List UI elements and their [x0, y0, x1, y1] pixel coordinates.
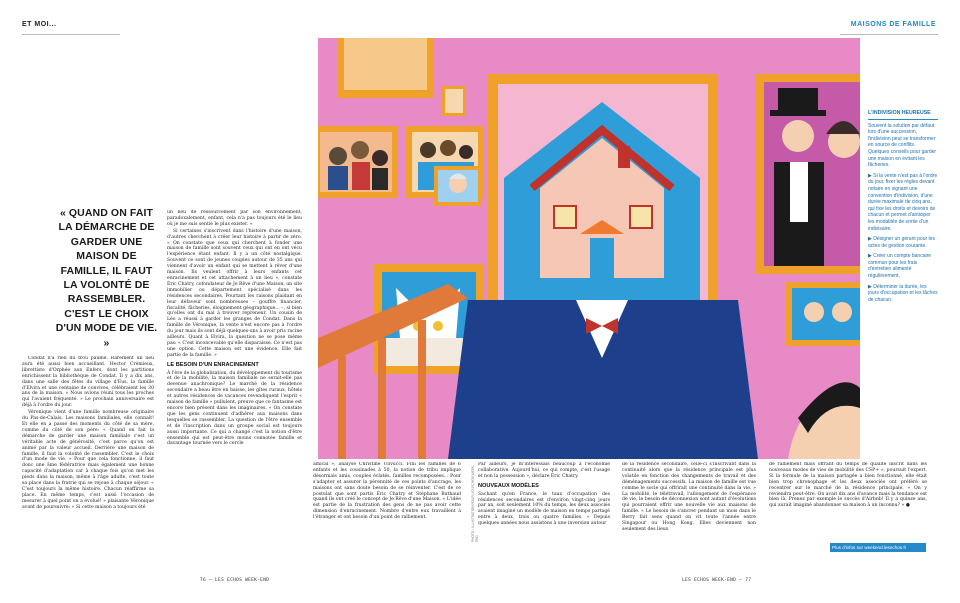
- family-portraits-illustration: [318, 38, 860, 459]
- folio-left: 76 — LES ECHOS WEEK-END: [200, 578, 270, 583]
- article-column-4: [478, 462, 610, 566]
- paragraph: Sachant qu'en France, le taux d'occupation des résidences secondaires est d'environ vingt-cinq jours par an, soit seulement 10% du temps, les deux associés avaient imaginé un modèle de maison en temps partagé entre à deux, trois ou quatre familles. « Depuis quelques années nous assistons à une inversion autour: [478, 491, 610, 527]
- section-topic: MAISONS DE FAMILLE: [850, 21, 936, 28]
- header-rule-left: [22, 34, 120, 35]
- article-column-2: [167, 210, 302, 565]
- subheading: NOUVEAUX MODÈLES: [478, 482, 539, 489]
- sidebar-indivision: [868, 110, 938, 307]
- article-column-6: [769, 462, 927, 542]
- article-column-1: [22, 356, 154, 566]
- sidebar-tip: ▶ Si la vente n'est pas à l'ordre du jour, fixer les règles devant notaire en signant une convention d'indivision, d'une durée maximale de cinq ans, qui fixe les droits et devoirs de chacun et permet d'anticiper les modalités de sortie d'un indivisaire.: [868, 172, 938, 232]
- sidebar-tip: ▶ Créer un compte bancaire commun pour les frais d'entretien alimenté régulièrement.: [868, 253, 932, 280]
- top-hat: [778, 88, 818, 112]
- pull-quote: « QUAND ON FAIT LA DÉMARCHE DE GARDER UNE MAISON DE FAMILLE, IL FAUT LA VOLONTÉ DE RASSEMBLER. C'EST LE CHOIX D'UN MODE DE VIE. »: [55, 207, 158, 349]
- paragraph: Véronique vient d'une famille nombreuse originaire du Pas-de-Calais. Les maisons familiales, elle connaît! Et elle en a passé des moments du côté de sa mère, comme du côté de son père: « Quand on fait la démarche de garder une maison familiale c'est un véritable acte de générosité, c'est parce qu'on est animé par la valeur accueil. Derrière une maison de famille, il faut la volonté de rassembler. C'est le choix d'un mode de vie. » Pour que cela fonctionne, il faut donc une âme fédératrice mais également une bonne capacité d'adaptation car à chaque fois qu'on met les pieds dans la maison, même à l'âge adulte, c'est toute sa place dans la fratrie qui se rejoue à chaque séjour. « C'est toujours la même histoire. Chacun réaffirme sa place. En même temps, c'est aussi l'occasion de mesurer à quel point on a évolué! » plaisante Véronique avant de poursuivre: « Si cette maison a toujours été: [22, 410, 154, 510]
- paragraph: un lieu de ressourcement par son environnement, paradoxalement, enfant, cela n'a pas toujours été le lieu où je me suis sentie le plus exister. »: [167, 210, 302, 227]
- paragraph: de ralliement mais offrant du temps de qualité inscrit dans les nouveaux modes de vies de mobilité des CSP+ », poursuit l'expert. Si la formule de la maison partagée a bien fonctionné, elle était bien trop chronophage et les deux associés ont préféré se recentrer sur le marché de la résidence principale. « On y reviendra peut-être. On avait dix ans d'avance mais la tendance est bien là. Prenez par exemple le succès d'Airbnb! Il y a quinze ans, qui aurait imaginé abandonner sa maison à un inconnu? » ●: [769, 462, 927, 509]
- more-info-link[interactable]: Plus d'infos sur weekend.lesechos.fr: [830, 543, 926, 552]
- sidebar-title: L'INDIVISION HEUREUSE: [868, 110, 938, 120]
- article-column-5: [622, 462, 756, 566]
- paragraph: À l'ère de la globalisation, du développement du tourisme et de la mobilité, la maison familiale ne serait-elle pas devenue anachronique? Le marché de la résidence secondaire a beau être en baisse, les gîtes ruraux, hôtels et autres résidences de vacances revendiquent l'esprit « maison de famille » pullulent, preuve que ce fantasme est encore bien présent dans les imaginaires. « On constate que les gens continuent d'adhérer aux maisons dans lesquelles se rassembler. La question de l'être ensemble et de l'inscription dans un groupe social est toujours aussi importante. Ce qui a changé c'est la notion d'être ensemble qui est peut-être moins connotée famille et davantage tournée vers le cercle: [167, 370, 302, 447]
- paragraph: Par ailleurs, je m'intéressais beaucoup à l'économie collaborative. Aujourd'hui, ce qui compte, c'est l'usage et non la possession », déclare Éric Chatry.: [478, 462, 610, 479]
- sidebar-tip: ▶ Désigner un gérant pour les actes de gestion courante.: [868, 236, 935, 249]
- paragraph: amical », analyse Christine Ulivucci. Fini les familles de 6 enfants et les cousinades à 50, la notion de tribu implique désormais amis, couples éclatés, familles recomposées... Pour s'adapter et assurer la pérennité de ces points d'ancrage, les maisons ont sans doute besoin de se réinventer. C'est de ce postulat que sont partis Éric Chatry et Stéphane Buthaud quand ils ont créé le concept de Je Rêve d'une Maison. « L'idée est partie de la frustration des gens de ne pas avoir cette dimension d'enracinement. Nombre d'entre eux travaillent à l'étranger et ont besoin d'un point de ralliement.: [313, 462, 461, 521]
- subheading: LE BESOIN D'UN ENRACINEMENT: [167, 361, 259, 368]
- sidebar-tip: ▶ Déterminer la durée, les jours d'occupation et les tâches de chacun.: [868, 283, 938, 303]
- photo-credit: PHOTO : ILLUSTRATION POUR LES ECHOS WEEK-END: [471, 464, 479, 542]
- section-title: ET MOI...: [22, 21, 57, 28]
- article-column-3: [313, 462, 461, 566]
- header-rule-right: [840, 34, 938, 35]
- sidebar-intro: Souvent la solution par défaut lors d'une succession, l'indivision peut se transformer en source de conflits. Quelques conseils pour garder une maison en évitant les fâcheries.: [868, 122, 937, 169]
- folio-right: LES ECHOS WEEK-END — 77: [682, 578, 752, 583]
- paragraph: Si certaines s'inscrivent dans l'histoire d'une maison, d'autres cherchent à créer leur histoire à partir de zéro. « On constate que ceux qui cherchent à fonder une maison de famille sont souvent ceux qui ont en ont vécu l'expérience étant enfant. Il y a un côté nostalgique. Souvent ce sont de jeunes couples autour de 35 ans qui viennent d'avoir un enfant qui se mettent à rêver d'une maison. Ils veulent offrir à leurs enfants cet enracinement et cet attachement à un lieu », constate Éric Chatry, cofondateur de Je Rêve d'une Maison, un site immobilier ou département spécialisé dans les résidences secondaires. Pourtant les raisons plaidant en leur défaveur sont nombreuses – gouffre financier, fiscalité, fâcheries, éloignement géographique... –, si bien qu'elles ont du mal à trouver repreneur. Un cousin de Léo a réussi à garder les granges de Condat. Dans la famille de Véronique, la vente n'est encore pas à l'ordre du jour mais ils sont déjà quelques-uns à avoir pris racine ailleurs. Quant à Elvira, la question ne se pose même pas: « C'est inconcevable qu'elle disparaisse. Ce n'est pas une option. Cette maison est une évidence. Elle fait partie de la famille. »: [167, 228, 302, 358]
- paragraph: Condat n'a rien du trou paumé. Rarement un lieu aura été aussi bien accueillant. Hector Crémieux, librettiste d'Orphée aux Enfers, dont les partitions enrichissent la bibliothèque de Condat. Il y a dix ans, dans une salle des fêtes du village d'Eus, la famille d'Elvira et une centaine de convives, célébraient les 30 ans de la maison. « Nous avions réuni tous les proches qui l'avaient fréquenté. » Le prochain anniversaire est déjà à l'ordre du jour.: [22, 356, 154, 409]
- paragraph: de la résidence secondaire, celle-ci s'inscrivant dans la continuité alors que la résidence principale est plus volatile en fonction des changements de travail et des déménagements successifs. La maison de famille est vue comme le socle qui offrirait une continuité dans la vie. » La mobilité, le télétravail, l'allongement de l'espérance de vie, le besoin de déconnexion sont autant d'évolutions qui pourraient offrir une nouvelle vie aux maisons de famille. « Le besoin de s'ancrer pendant un mois dans le Berry fait sens quand on vit toute l'année entre Singapour ou Hong Kong. Elles deviennent non seulement des lieux: [622, 462, 756, 532]
